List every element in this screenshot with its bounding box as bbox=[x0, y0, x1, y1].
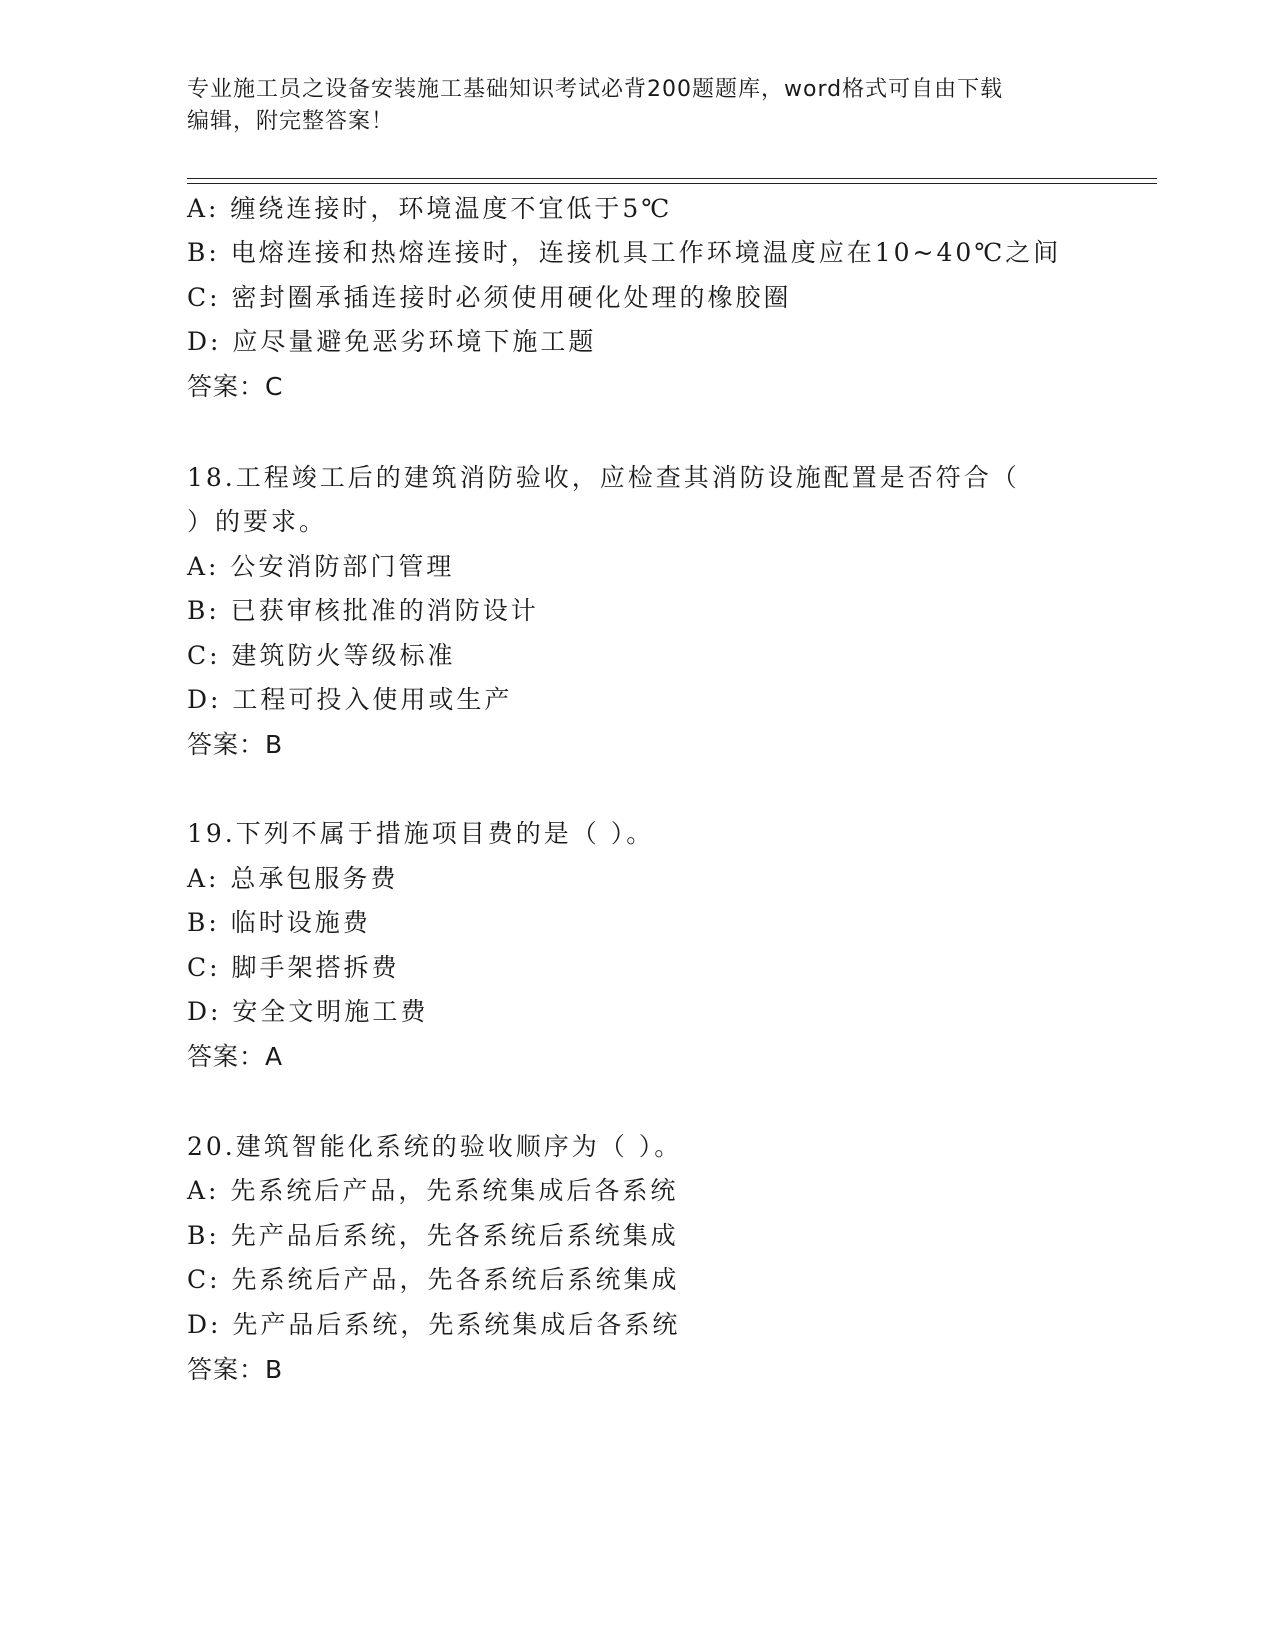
q20-option-a: A: 先系统后产品，先系统集成后各系统 bbox=[187, 1176, 679, 1205]
q19-option-c: C: 脚手架搭拆费 bbox=[187, 953, 400, 982]
q19-stem: 19.下列不属于措施项目费的是（ ）。 bbox=[187, 819, 655, 848]
q19-option-d: D: 安全文明施工费 bbox=[187, 997, 429, 1026]
q17-option-b: B: 电熔连接和热熔连接时，连接机具工作环境温度应在10~40℃之间 bbox=[187, 238, 1062, 267]
q17-answer: 答案：C bbox=[187, 372, 284, 401]
q19-answer: 答案：A bbox=[187, 1042, 284, 1071]
q20-option-d: D: 先产品后系统，先系统集成后各系统 bbox=[187, 1310, 681, 1339]
q18-stem-line-1: 18.工程竣工后的建筑消防验收，应检查其消防设施配置是否符合（ bbox=[187, 463, 1020, 492]
header-divider-bottom bbox=[187, 183, 1157, 184]
header-line-2: 编辑，附完整答案！ bbox=[187, 109, 395, 134]
q18-stem-line-2: ）的要求。 bbox=[187, 507, 328, 536]
document-header bbox=[187, 74, 1087, 138]
header-line-1: 专业施工员之设备安装施工基础知识考试必背200题题库，word格式可自由下载 bbox=[187, 77, 1004, 102]
q17-option-d: D: 应尽量避免恶劣环境下施工题 bbox=[187, 327, 597, 356]
q19-option-b: B: 临时设施费 bbox=[187, 908, 371, 937]
q18-option-c: C: 建筑防火等级标准 bbox=[187, 641, 456, 670]
header-divider-top bbox=[187, 178, 1157, 179]
q20-option-c: C: 先系统后产品，先各系统后系统集成 bbox=[187, 1265, 680, 1294]
q19-option-a: A: 总承包服务费 bbox=[187, 864, 399, 893]
q17-option-c: C: 密封圈承插连接时必须使用硬化处理的橡胶圈 bbox=[187, 283, 792, 312]
q18-option-a: A: 公安消防部门管理 bbox=[187, 552, 455, 581]
q18-answer: 答案：B bbox=[187, 730, 284, 759]
q17-option-a: A: 缠绕连接时，环境温度不宜低于5℃ bbox=[187, 194, 673, 223]
q20-stem: 20.建筑智能化系统的验收顺序为（ ）。 bbox=[187, 1132, 683, 1161]
q18-option-d: D: 工程可投入使用或生产 bbox=[187, 685, 513, 714]
q20-answer: 答案：B bbox=[187, 1355, 284, 1384]
q18-option-b: B: 已获审核批准的消防设计 bbox=[187, 596, 539, 625]
q20-option-b: B: 先产品后系统，先各系统后系统集成 bbox=[187, 1221, 679, 1250]
